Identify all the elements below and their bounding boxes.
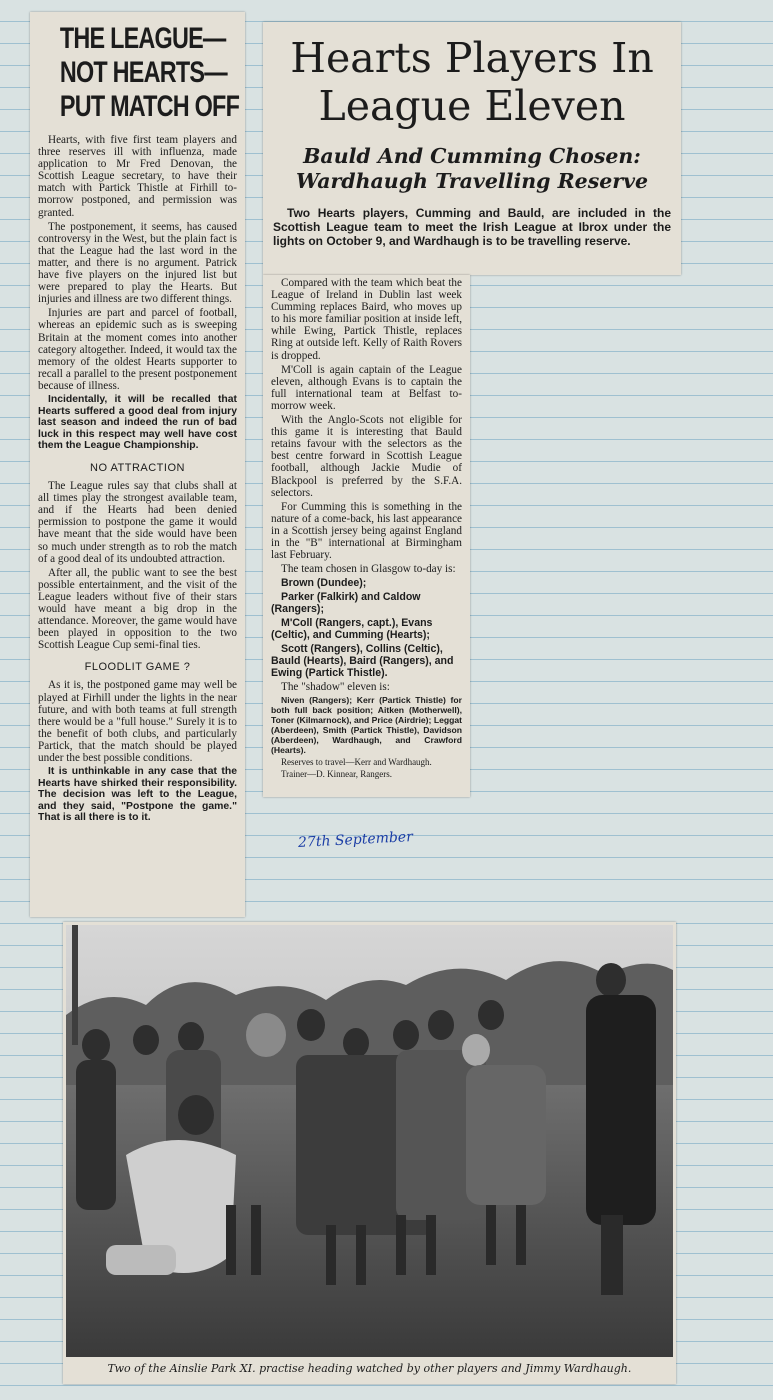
right-article-intro: Two Hearts players, Cumming and Bauld, are included in the Scottish League team to meet the Irish League at Ibrox under the lights on October 9, and Wardhaugh is to be travelling reserve. [273,206,671,248]
right-article-clipping [263,22,681,275]
left-paragraph: The postponement, it seems, has caused controversy in the West, but the plain fact is that the League had the last word in the matter, and there is no argument. Patrick have five players on the injured list but were prepared to play the Hearts. But injuries and illness are two different things. [38,220,237,306]
photo-pole [72,925,78,1045]
right-headline-line-1: Hearts Players In [290,34,654,82]
shadow-team-list: Niven (Rangers); Kerr (Partick Thistle) for both full back position; Aitken (Motherwell), Toner (Kilmarnock), and Price (Airdrie); Leggat (Aberdeen), Smith (Partick Thistle), Davidson (Aberdeen), Wardhaugh, and Crawford (Hearts). [271,695,462,756]
left-article-clipping [30,12,245,917]
right-paragraph: The team chosen in Glasgow to-day is: [281,563,456,576]
left-paragraph: After all, the public want to see the best possible entertainment, and the visit of the League leaders without five of their stars would have meant a big drop in the attendance. Moreover, the game would have been played in opposition to the two Scottish League Cup semi-final ties. [38,566,237,652]
right-article-body-clipping [263,275,470,797]
right-subheadline-line-2: Wardhaugh Travelling Reserve [295,169,649,193]
photo-clipping [63,922,676,1384]
handwritten-date-note: 27th September [297,829,414,851]
left-bold-paragraph: Incidentally, it will be recalled that Hearts suffered a good deal from injury last season and indeed the run of bad luck in this respect may well have cost them the League Championship. [38,393,237,452]
left-headline-line-3: PUT MATCH OFF [59,90,240,123]
team-line-backs: Parker (Falkirk) and Caldow (Rangers); [271,591,421,616]
team-line-halves: M'Coll (Rangers, capt.), Evans (Celtic), and Cumming (Hearts); [271,617,433,642]
team-line-goalkeeper: Brown (Dundee); [281,577,367,590]
right-article-body [271,277,462,779]
left-paragraph: Injuries are part and parcel of football, whereas an epidemic such as is sweeping Britain at the moment comes into another category altogether. Indeed, it would tax the memory of the oldest Hearts supporter to recall a parallel to the present postponement because of illness. [38,307,237,392]
left-headline-line-1: THE LEAGUE— [59,22,226,55]
left-subhead-no-attraction: NO ATTRACTION [90,461,185,474]
photo-caption: Two of the Ainslie Park XI. practise heading watched by other players and Jimmy Wardhaugh. [107,1362,632,1375]
right-headline-line-2: League Eleven [318,82,626,130]
right-paragraph: M'Coll is again captain of the League eleven, although Evans is to captain the full international team at Belfast to-morrow week. [271,363,462,412]
reserves-line: Reserves to travel—Kerr and Wardhaugh. [281,757,432,768]
left-headline-line-2: NOT HEARTS— [59,56,227,89]
team-line-forwards: Scott (Rangers), Collins (Celtic), Bauld (Hearts), Baird (Rangers), and Ewing (Partick Thistle). [271,643,454,680]
right-paragraph: Compared with the team which beat the League of Ireland in Dublin last week Cumming replaces Baird, who moves up to his more familiar position at inside left, while Ewing, Partick Thistle, replaces Ring at outside left. Kelly of Raith Rovers is dropped. [271,277,462,362]
right-paragraph: With the Anglo-Scots not eligible for this game it is interesting that Bauld retains favour with the selectors as the best centre forward in Scottish League football, although Jackie Mudie of Blackpool is preferred by the S.F.A. selectors. [271,414,462,499]
right-subheadline-line-1: Bauld And Cumming Chosen: [303,144,641,168]
left-paragraph: As it is, the postponed game may well be played at Firhill under the lights in the near future, and with both teams at full strength there would be a "full house." Surely it is to the benefit of both clubs, and particularly Partick, that the match should be played under the best possible conditions. [38,679,237,764]
team-photo [66,925,673,1357]
left-subhead-floodlit-game: FLOODLIT GAME ? [84,661,191,674]
right-article-subheadline [273,144,671,194]
left-paragraph: Hearts, with five first team players and three reserves ill with influenza, made application to Mr Fred Denovan, the Scottish League secretary, to have their match with Partick Thistle at Firhill to-morrow postponed, and permission was granted. [38,134,237,219]
right-paragraph: For Cumming this is something in the nature of a come-back, his last appearance in a Scottish jersey being against England in the "B" international at Birmingham last February. [271,500,462,562]
left-article-body [38,134,237,824]
left-article-headline [59,22,240,124]
right-article-headline [273,34,671,130]
shadow-team-intro: The "shadow" eleven is: [281,681,390,694]
left-bold-paragraph: It is unthinkable in any case that the Hearts have shirked their responsibility. The decision was left to the League, and they said, "Postpone the game." That is all there is to it. [38,766,237,824]
left-paragraph: The League rules say that clubs shall at all times play the strongest available team, and if the Hearts had been denied permission to postpone the game it would have meant that the side would have been so much under strength as to rob the match of a good deal of its undoubted attraction. [38,480,237,565]
trainer-line: Trainer—D. Kinnear, Rangers. [281,769,393,780]
